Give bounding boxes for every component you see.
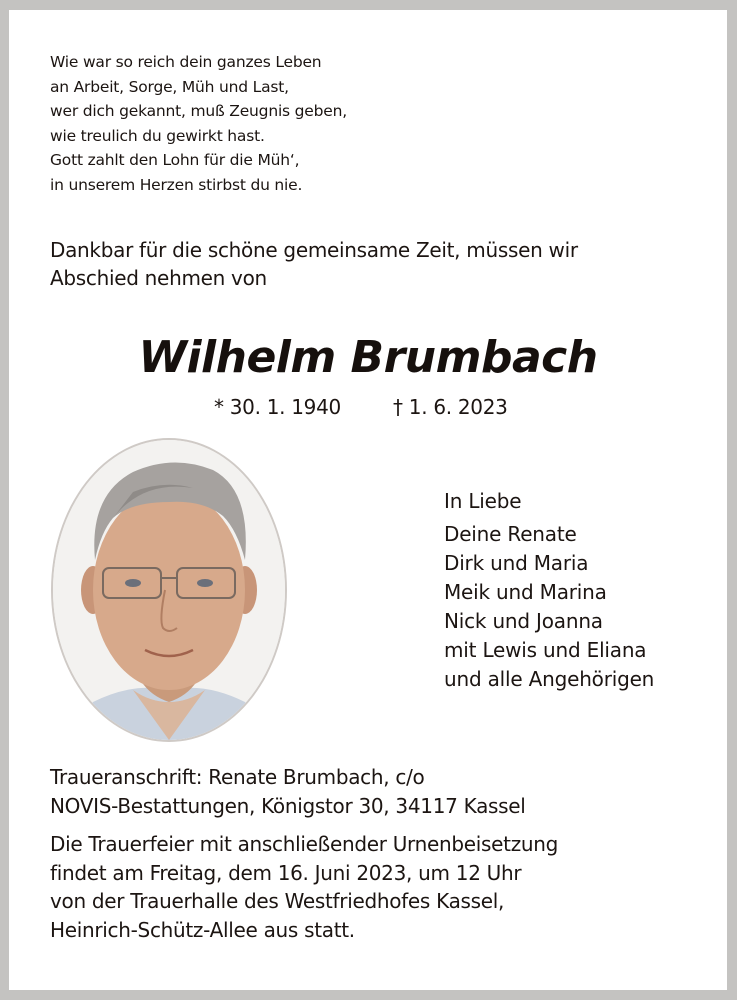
family-member: mit Lewis und Eliana	[444, 638, 647, 662]
poem-line: in unserem Herzen stirbst du nie.	[50, 175, 303, 194]
poem-line: Wie war so reich dein ganzes Leben	[50, 53, 322, 71]
intro-text	[50, 236, 578, 292]
family-lead: In Liebe	[444, 489, 522, 513]
family-signature	[444, 487, 654, 694]
death-date: † 1. 6. 2023	[393, 395, 508, 419]
address-line: Traueranschrift: Renate Brumbach, c/o	[50, 765, 425, 789]
family-member: Nick und Joanna	[444, 609, 603, 633]
poem-line: wie treulich du gewirkt hast.	[50, 126, 265, 145]
portrait-photo	[51, 438, 287, 742]
family-member: Dirk und Maria	[444, 551, 589, 575]
intro-line: Abschied nehmen von	[50, 266, 267, 290]
portrait-image-icon	[53, 440, 285, 740]
mourning-address	[50, 763, 526, 821]
service-line: von der Trauerhalle des Westfriedhofes Kassel,	[50, 889, 505, 913]
funeral-service-info	[50, 830, 558, 944]
service-line: findet am Freitag, dem 16. Juni 2023, um 12 Uhr	[50, 860, 522, 885]
address-line: NOVIS-Bestattungen, Königstor 30, 34117 Kassel	[50, 794, 526, 818]
poem-line: Gott zahlt den Lohn für die Müh‘,	[50, 151, 300, 170]
family-member: Meik und Marina	[444, 580, 607, 604]
family-member: und alle Angehörigen	[444, 667, 655, 691]
poem	[50, 50, 347, 198]
service-line: Die Trauerfeier mit anschließender Urnenbeisetzung	[50, 832, 559, 856]
family-member: Deine Renate	[444, 522, 577, 546]
life-dates	[214, 395, 508, 419]
poem-line: wer dich gekannt, muß Zeugnis geben,	[50, 102, 347, 121]
deceased-name: Wilhelm Brumbach	[138, 332, 598, 383]
poem-line: an Arbeit, Sorge, Müh und Last,	[50, 77, 289, 96]
obituary-card	[9, 10, 727, 990]
service-line: Heinrich-Schütz-Allee aus statt.	[50, 917, 355, 942]
intro-line: Dankbar für die schöne gemeinsame Zeit, müssen wir	[50, 238, 578, 262]
birth-date: * 30. 1. 1940	[214, 395, 341, 419]
